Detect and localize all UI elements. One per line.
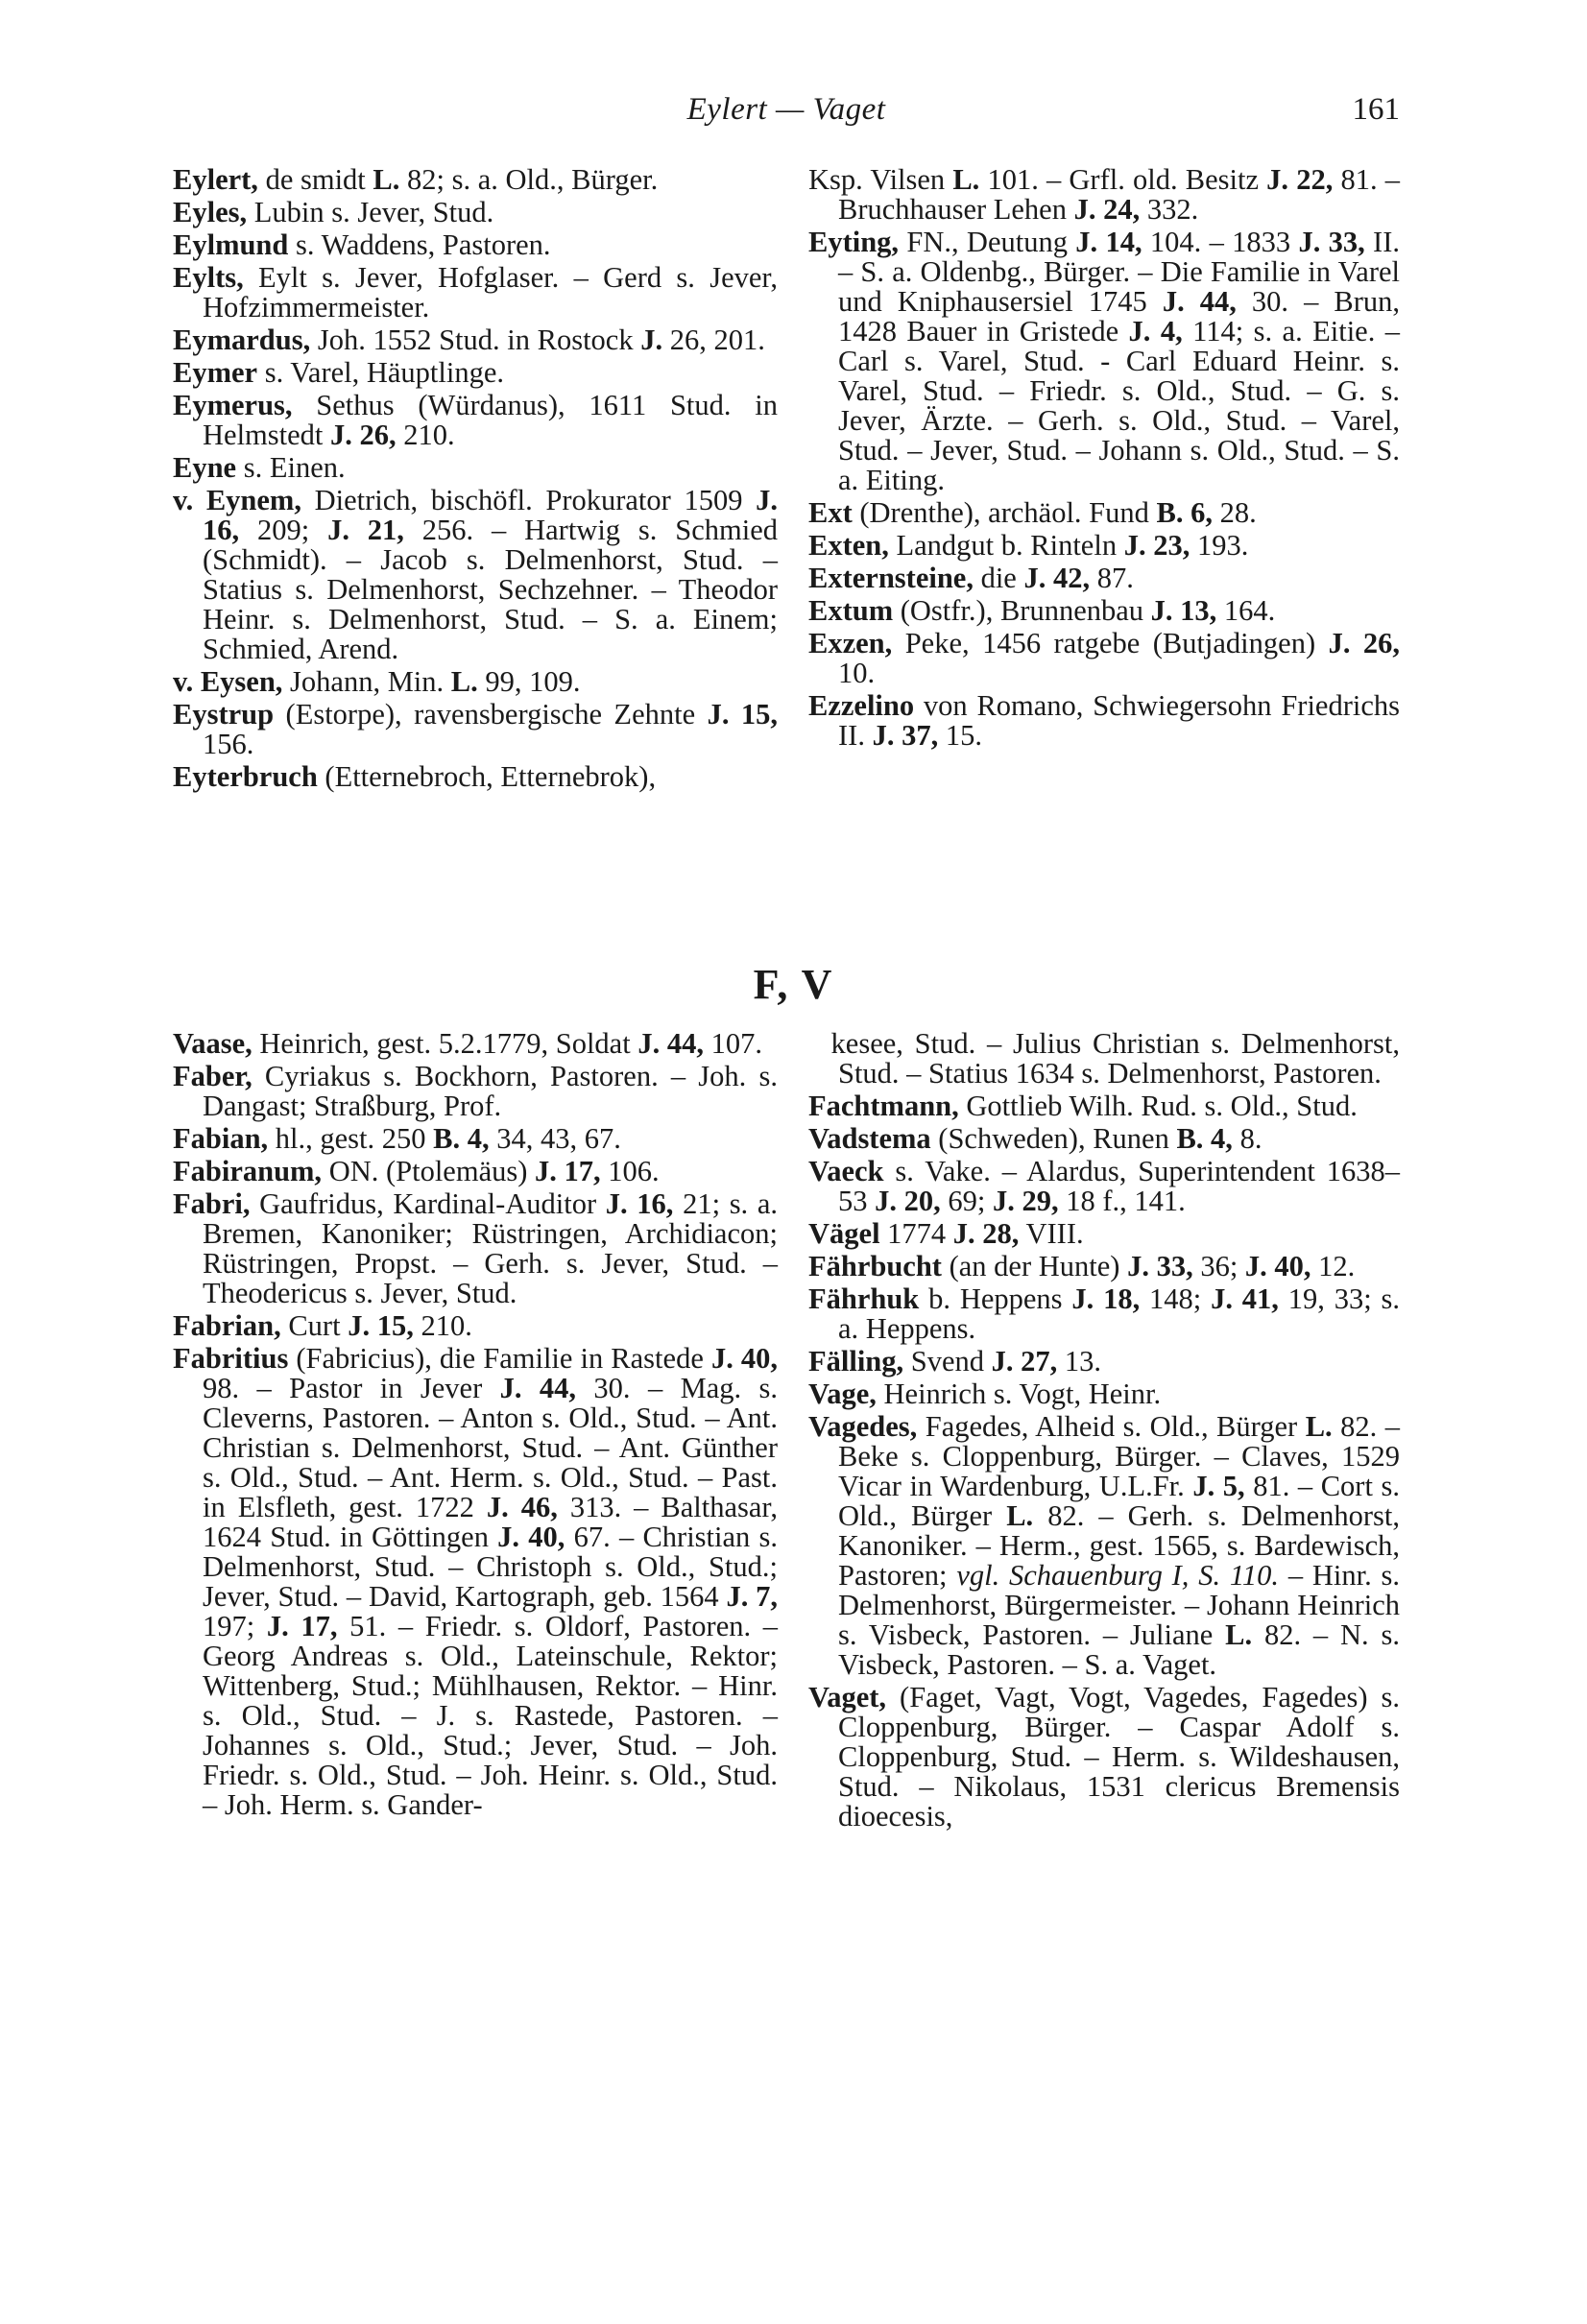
- page-header: [173, 92, 1400, 140]
- index-entry: Exten, Landgut b. Rinteln J. 23, 193.: [808, 529, 1249, 562]
- index-entry: Ext (Drenthe), archäol. Fund B. 6, 28.: [808, 496, 1257, 529]
- column-left-bottom: [173, 1029, 778, 1823]
- index-entry: Eystrup (Estorpe), ravensbergische Zehnte J. 15, 156.: [173, 698, 779, 760]
- index-entry: Fabri, Gaufridus, Kardinal-Auditor J. 16, 21; s. a. Bremen, Kanoniker; Rüstringen, Archidiacon; Rüstringen, Propst. – Gerh. s. Jever, Stud. – Theodericus s. Jever, Stud.: [173, 1187, 778, 1309]
- index-entry: Vage, Heinrich s. Vogt, Heinr.: [808, 1378, 1162, 1410]
- index-entry: Extum (Ostfr.), Brunnenbau J. 13, 164.: [808, 594, 1276, 627]
- column-left-top: [173, 165, 778, 795]
- index-entry: kesee, Stud. – Julius Christian s. Delmenhorst, Stud. – Statius 1634 s. Delmenhorst, Pastoren.: [808, 1027, 1400, 1090]
- index-entry: Ezzelino von Romano, Schwiegersohn Friedrichs II. J. 37, 15.: [808, 689, 1400, 752]
- index-entry: Eylmund s. Waddens, Pastoren.: [173, 228, 551, 261]
- index-entry: Vaget, (Faget, Vagt, Vogt, Vagedes, Fagedes) s. Cloppenburg, Bürger. – Caspar Adolf s. Cloppenburg, Stud. – Herm. s. Wildeshausen, Stud. – Nikolaus, 1531 clericus Bremensis dioecesis,: [808, 1681, 1400, 1833]
- index-entry: Eylts, Eylt s. Jever, Hofglaser. – Gerd s. Jever, Hofzimmermeister.: [173, 261, 778, 323]
- index-entry: v. Eynem, Dietrich, bischöfl. Prokurator 1509 J. 16, 209; J. 21, 256. – Hartwig s. Schmied (Schmidt). – Jacob s. Delmenhorst, Stud. – Statius s. Delmenhorst, Sechzehner. – Theodor Heinr. s. Delmenhorst, Stud. – S. a. Einem; Schmied, Arend.: [173, 484, 778, 665]
- index-entry: Fachtmann, Gottlieb Wilh. Rud. s. Old., Stud.: [808, 1090, 1358, 1122]
- index-entry: Eymerus, Sethus (Würdanus), 1611 Stud. in Helmstedt J. 26, 210.: [173, 389, 778, 451]
- index-entry: Faber, Cyriakus s. Bockhorn, Pastoren. – Joh. s. Dangast; Straßburg, Prof.: [173, 1060, 778, 1122]
- index-entry: Eymer s. Varel, Häuptlinge.: [173, 356, 505, 389]
- index-entry: Vaase, Heinrich, gest. 5.2.1779, Soldat J. 44, 107.: [173, 1027, 762, 1060]
- index-entry: Exzen, Peke, 1456 ratgebe (Butjadingen) J. 26, 10.: [808, 627, 1401, 689]
- column-right-bottom: [808, 1029, 1400, 1834]
- index-entry: Eyles, Lubin s. Jever, Stud.: [173, 196, 494, 228]
- section-heading: F, V: [753, 961, 834, 1008]
- index-entry: Eymardus, Joh. 1552 Stud. in Rostock J. 26, 201.: [173, 323, 765, 356]
- index-entry: Vadstema (Schweden), Runen B. 4, 8.: [808, 1122, 1262, 1155]
- index-entry: Eyting, FN., Deutung J. 14, 104. – 1833 J. 33, II. – S. a. Oldenbg., Bürger. – Die Familie in Varel und Kniphausersiel 1745 J. 44, 30. – Brun, 1428 Bauer in Gristede J. 4, 114; s. a. Eitie. – Carl s. Varel, Stud. - Carl Eduard Heinr. s. Varel, Stud. – Friedr. s. Old., Stud. – G. s. Jever, Ärzte. – Gerh. s. Old., Stud. – Varel, Stud. – Jever, Stud. – Johann s. Old., Stud. – S. a. Eiting.: [808, 226, 1401, 496]
- index-entry: Fabian, hl., gest. 250 B. 4, 34, 43, 67.: [173, 1122, 621, 1155]
- index-entry: Fabrian, Curt J. 15, 210.: [173, 1309, 472, 1342]
- index-entry: Fährbucht (an der Hunte) J. 33, 36; J. 40, 12.: [808, 1250, 1356, 1282]
- index-entry: Fälling, Svend J. 27, 13.: [808, 1345, 1102, 1378]
- index-entry: Eyterbruch (Etternebroch, Etternebrok),: [173, 760, 657, 793]
- index-entry: Vägel 1774 J. 28, VIII.: [808, 1217, 1084, 1250]
- index-entry: Ksp. Vilsen L. 101. – Grfl. old. Besitz J. 22, 81. – Bruchhauser Lehen J. 24, 332.: [808, 163, 1400, 226]
- page-number: 161: [1352, 92, 1400, 127]
- index-entry: Eylert, de smidt L. 82; s. a. Old., Bürger.: [173, 163, 659, 196]
- index-entry: v. Eysen, Johann, Min. L. 99, 109.: [173, 665, 581, 698]
- index-entry: Fabritius (Fabricius), die Familie in Rastede J. 40, 98. – Pastor in Jever J. 44, 30. – Mag. s. Cleverns, Pastoren. – Anton s. Old., Stud. – Ant. Christian s. Delmenhorst, Stud. – Ant. Günther s. Old., Stud. – Ant. Herm. s. Old., Stud. – Past. in Elsfleth, gest. 1722 J. 46, 313. – Balthasar, 1624 Stud. in Göttingen J. 40, 67. – Christian s. Delmenhorst, Stud. – Christoph s. Old., Stud.; Jever, Stud. – David, Kartograph, geb. 1564 J. 7, 197; J. 17, 51. – Friedr. s. Oldorf, Pastoren. – Georg Andreas s. Old., Lateinschule, Rektor; Wittenberg, Stud.; Mühlhausen, Rektor. – Hinr. s. Old., Stud. – J. s. Rastede, Pastoren. – Johannes s. Old., Stud.; Jever, Stud. – Joh. Friedr. s. Old., Stud. – Joh. Heinr. s. Old., Stud. – Joh. Herm. s. Gander-: [173, 1342, 779, 1821]
- column-right-top: [808, 165, 1400, 754]
- index-entry: Externsteine, die J. 42, 87.: [808, 562, 1134, 594]
- index-entry: Fährhuk b. Heppens J. 18, 148; J. 41, 19, 33; s. a. Heppens.: [808, 1282, 1400, 1345]
- index-entry: Vagedes, Fagedes, Alheid s. Old., Bürger L. 82. – Beke s. Cloppenburg, Bürger. – Claves, 1529 Vicar in Wardenburg, U.L.Fr. J. 5, 81. – Cort s. Old., Bürger L. 82. – Gerh. s. Delmenhorst, Kanoniker. – Herm., gest. 1565, s. Bardewisch, Pastoren; vgl. Schauenburg I, S. 110. – Hinr. s. Delmenhorst, Bürgermeister. – Johann Heinrich s. Visbeck, Pastoren. – Juliane L. 82. – N. s. Visbeck, Pastoren. – S. a. Vaget.: [808, 1410, 1401, 1681]
- index-entry: Vaeck s. Vake. – Alardus, Superintendent 1638–53 J. 20, 69; J. 29, 18 f., 141.: [808, 1155, 1400, 1217]
- index-entry: Fabiranum, ON. (Ptolemäus) J. 17, 106.: [173, 1155, 660, 1187]
- running-title: Eylert — Vaget: [686, 92, 886, 127]
- index-entry: Eyne s. Einen.: [173, 451, 346, 484]
